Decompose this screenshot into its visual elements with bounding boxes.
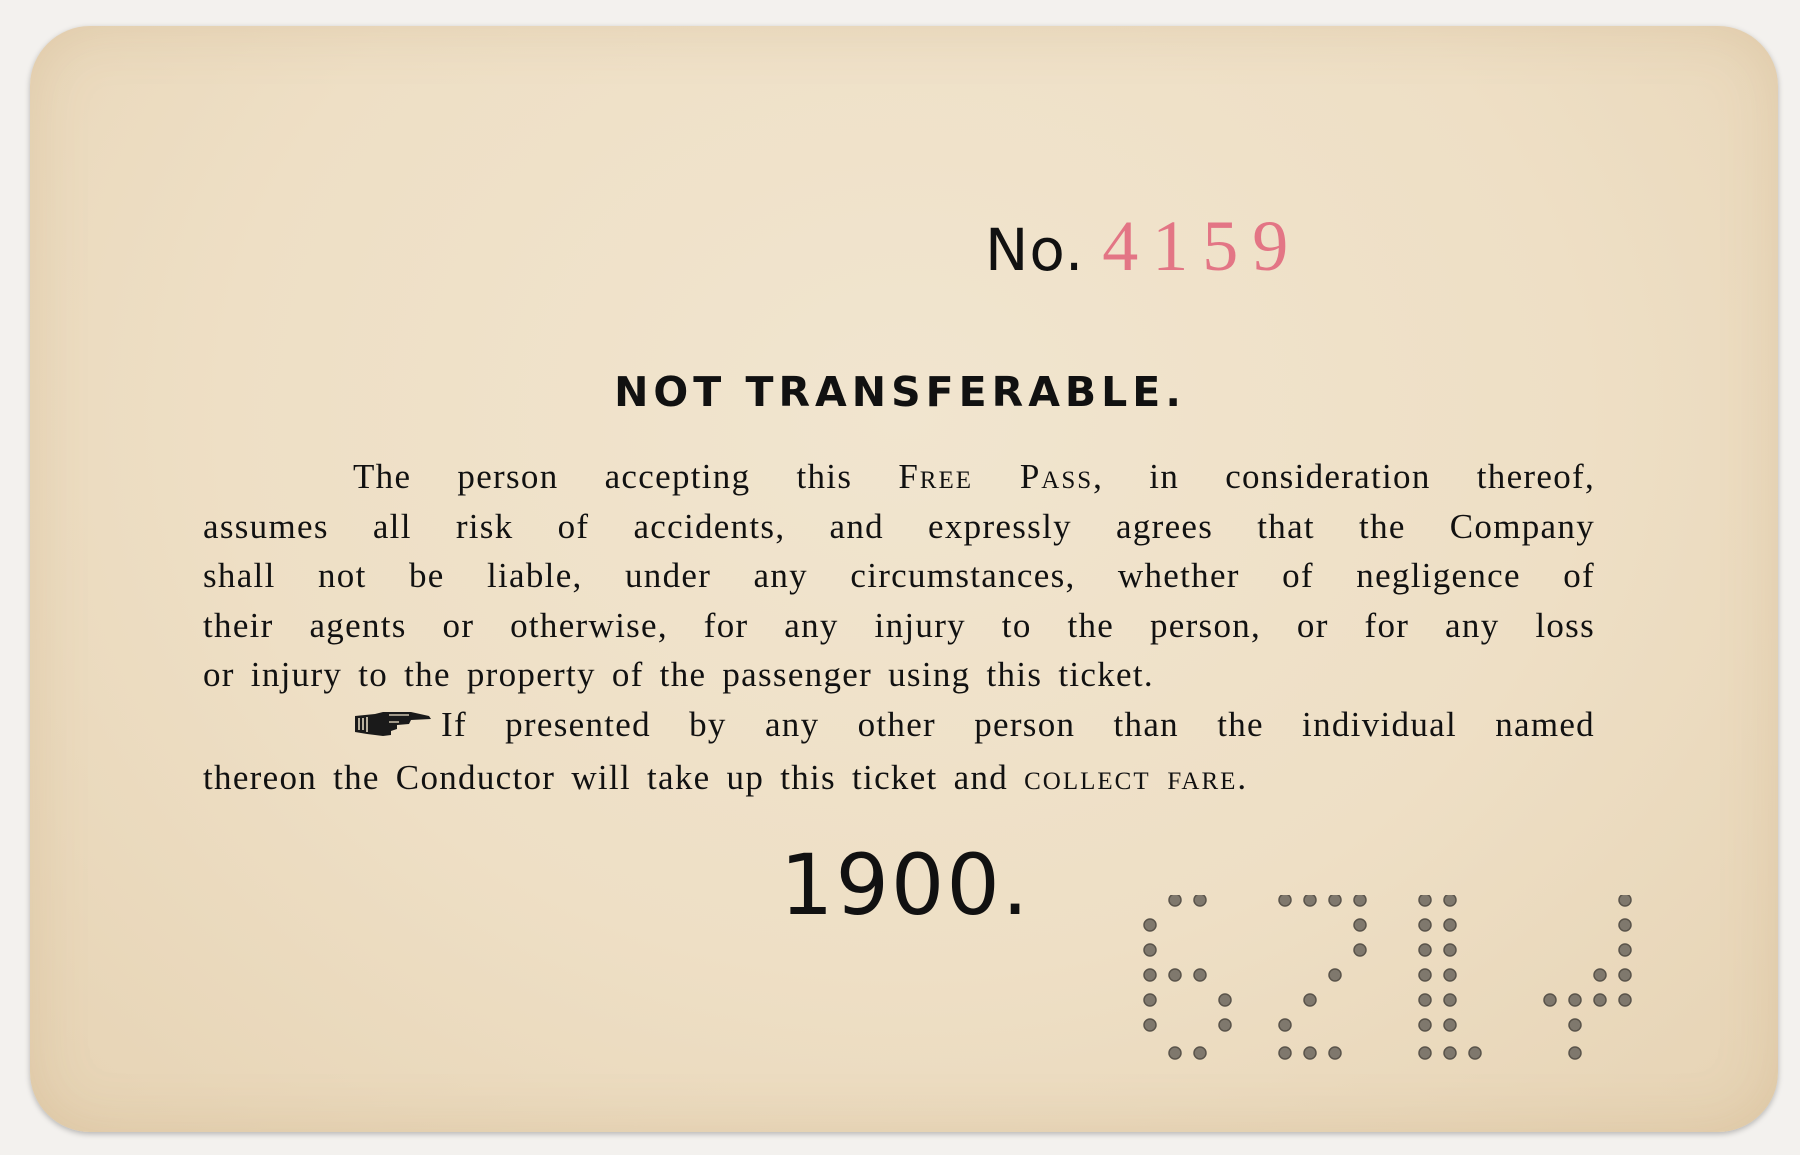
terms-line-6-text: If presented by any other person than the individual named: [441, 704, 1595, 744]
collect-fare-term: collect fare.: [1024, 758, 1249, 797]
pass-year: 1900.: [780, 836, 1031, 934]
terms-line-5: or injury to the property of the passenger using this ticket.: [203, 655, 1154, 694]
terms-line-6: [203, 700, 1595, 754]
terms-line-1: [203, 452, 1595, 502]
ticket-number-row: [985, 205, 1302, 288]
terms-line-3: shall not be liable, under any circumstances, whether of negligence of: [203, 556, 1595, 595]
number-label: No.: [985, 216, 1085, 284]
terms-line-7: [203, 753, 1595, 803]
pointing-hand-icon: [353, 704, 433, 754]
free-pass-term: Free Pass: [898, 457, 1094, 496]
not-transferable-heading: NOT TRANSFERABLE.: [614, 368, 1186, 416]
terms-line-2: assumes all risk of accidents, and expressly agrees that the Company: [203, 506, 1595, 546]
terms-line-7-a: thereon the Conductor will take up this ticket and: [203, 758, 1025, 797]
terms-line-1-a: The person accepting this: [353, 457, 899, 496]
terms-line-4: their agents or otherwise, for any injury to the person, or for any loss: [203, 605, 1595, 645]
perforated-number-6214: [1125, 895, 1665, 1105]
terms-line-1-b: , in consideration thereof,: [1093, 457, 1596, 496]
ticket-number: 4159: [1102, 206, 1303, 286]
terms-text: [203, 452, 1595, 803]
